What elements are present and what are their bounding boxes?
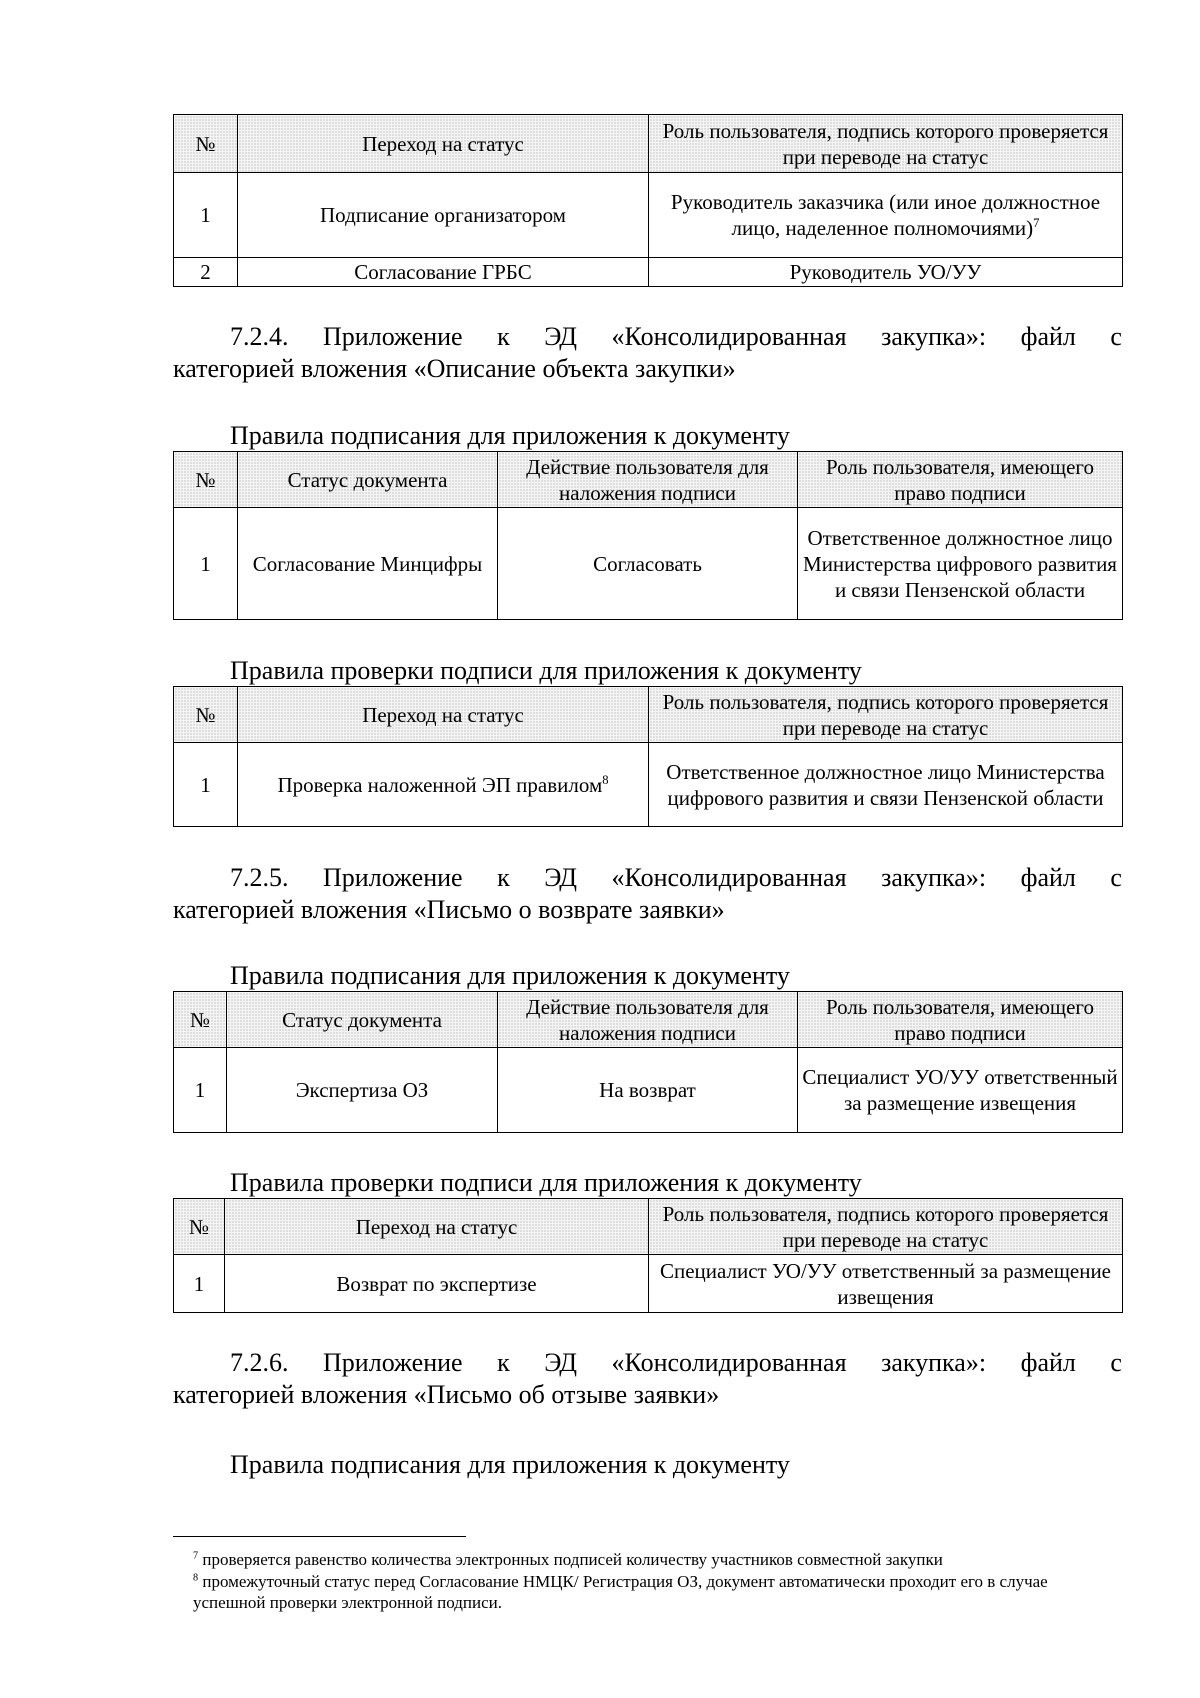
cell-number: 1 <box>174 1255 225 1313</box>
section-heading-line-2: категорией вложения «Описание объекта закупки» <box>173 354 736 383</box>
col-header-role-checked: Роль пользователя, подпись которого проверяется при переводе на статус <box>649 687 1123 743</box>
cell-number: 1 <box>174 173 238 258</box>
section-heading-line: 7.2.4. Приложение к ЭД «Консолидированная закупка»: файл с <box>230 322 1122 351</box>
section-7-2-6 <box>173 1347 1122 1411</box>
cell-role: Специалист УО/УУ ответственный за размещение извещения <box>649 1255 1123 1313</box>
col-header-status-transition: Переход на статус <box>238 687 649 743</box>
cell-role: Специалист УО/УУ ответственный за размещение извещения <box>798 1048 1123 1133</box>
col-header-user-action: Действие пользователя для наложения подписи <box>498 992 798 1048</box>
cell-number: 1 <box>174 1048 227 1133</box>
caption-signing-rules: Правила подписания для приложения к документу <box>230 421 790 450</box>
section-7-2-5 <box>173 862 1122 926</box>
cell-role: Ответственное должностное лицо Министерства цифрового развития и связи Пензенской области <box>798 508 1123 620</box>
col-header-number: № <box>174 687 238 743</box>
cell-status: Согласование ГРБС <box>238 258 649 287</box>
cell-number: 1 <box>174 743 238 827</box>
col-header-signer-role: Роль пользователя, имеющего право подписи <box>798 452 1123 508</box>
table-row <box>174 173 1123 258</box>
footnote-ref: 7 <box>1033 216 1040 230</box>
cell-action: Согласовать <box>498 508 798 620</box>
col-header-number: № <box>174 992 227 1048</box>
cell-number: 2 <box>174 258 238 287</box>
col-header-status-transition: Переход на статус <box>225 1199 649 1255</box>
cell-number: 1 <box>174 508 238 620</box>
col-header-signer-role: Роль пользователя, имеющего право подписи <box>798 992 1123 1048</box>
cell-role: Руководитель УО/УУ <box>649 258 1123 287</box>
cell-status: Согласование Минцифры <box>238 508 498 620</box>
cell-status: Проверка наложенной ЭП правилом$^8$ <box>238 743 649 827</box>
table-signing-rules-2 <box>173 991 1123 1133</box>
table-signature-check-1 <box>173 114 1123 287</box>
cell-status: Экспертиза ОЗ <box>227 1048 498 1133</box>
col-header-document-status: Статус документа <box>238 452 498 508</box>
footnote-8: $^8$ промежуточный статус перед Согласование НМЦК/ Регистрация ОЗ, документ автоматически проходит его в случае успешной проверки электронной подписи. <box>193 1572 1048 1612</box>
table-signing-rules-1 <box>173 451 1123 620</box>
section-7-2-4 <box>173 321 1122 385</box>
cell-action: На возврат <box>498 1048 798 1133</box>
section-heading-line: 7.2.6. Приложение к ЭД «Консолидированная закупка»: файл с <box>230 1348 1122 1377</box>
footnote-ref: 8 <box>602 772 609 787</box>
col-header-role-checked: Роль пользователя, подпись которого проверяется при переводе на статус <box>649 115 1123 173</box>
footnote-mark: 8 <box>193 1572 199 1584</box>
caption-signature-check-rules: Правила проверки подписи для приложения к документу <box>230 1168 862 1197</box>
caption-signature-check-rules: Правила проверки подписи для приложения к документу <box>230 656 862 685</box>
table-row <box>174 1048 1123 1133</box>
cell-role: Ответственное должностное лицо Министерства цифрового развития и связи Пензенской области <box>649 743 1123 827</box>
table-row <box>174 258 1123 287</box>
table-row <box>174 1255 1123 1313</box>
col-header-number: № <box>174 452 238 508</box>
section-heading-line-2: категорией вложения «Письмо об отзыве заявки» <box>173 1380 720 1409</box>
col-header-role-checked: Роль пользователя, подпись которого проверяется при переводе на статус <box>649 1199 1123 1255</box>
cell-status: Подписание организатором <box>238 173 649 258</box>
cell-status: Возврат по экспертизе <box>225 1255 649 1313</box>
col-header-document-status: Статус документа <box>227 992 498 1048</box>
footnote-mark: 7 <box>193 1550 199 1562</box>
col-header-number: № <box>174 115 238 173</box>
footnote-separator <box>173 1536 466 1537</box>
table-signature-check-2 <box>173 686 1123 827</box>
col-header-status-transition: Переход на статус <box>238 115 649 173</box>
caption-signing-rules: Правила подписания для приложения к документу <box>230 961 790 990</box>
section-heading-line: 7.2.5. Приложение к ЭД «Консолидированная закупка»: файл с <box>230 863 1122 892</box>
table-signature-check-3 <box>173 1198 1123 1313</box>
col-header-number: № <box>174 1199 225 1255</box>
col-header-user-action: Действие пользователя для наложения подписи <box>498 452 798 508</box>
section-heading-line-2: категорией вложения «Письмо о возврате заявки» <box>173 895 725 924</box>
cell-role: Руководитель заказчика (или иное должностное лицо, наделенное полномочиями)$^7$ <box>649 173 1123 258</box>
caption-signing-rules: Правила подписания для приложения к документу <box>230 1450 790 1479</box>
table-row <box>174 743 1123 827</box>
footnote-7: $^7$ проверяется равенство количества электронных подписей количеству участников совместной закупки <box>193 1550 943 1569</box>
table-row <box>174 508 1123 620</box>
